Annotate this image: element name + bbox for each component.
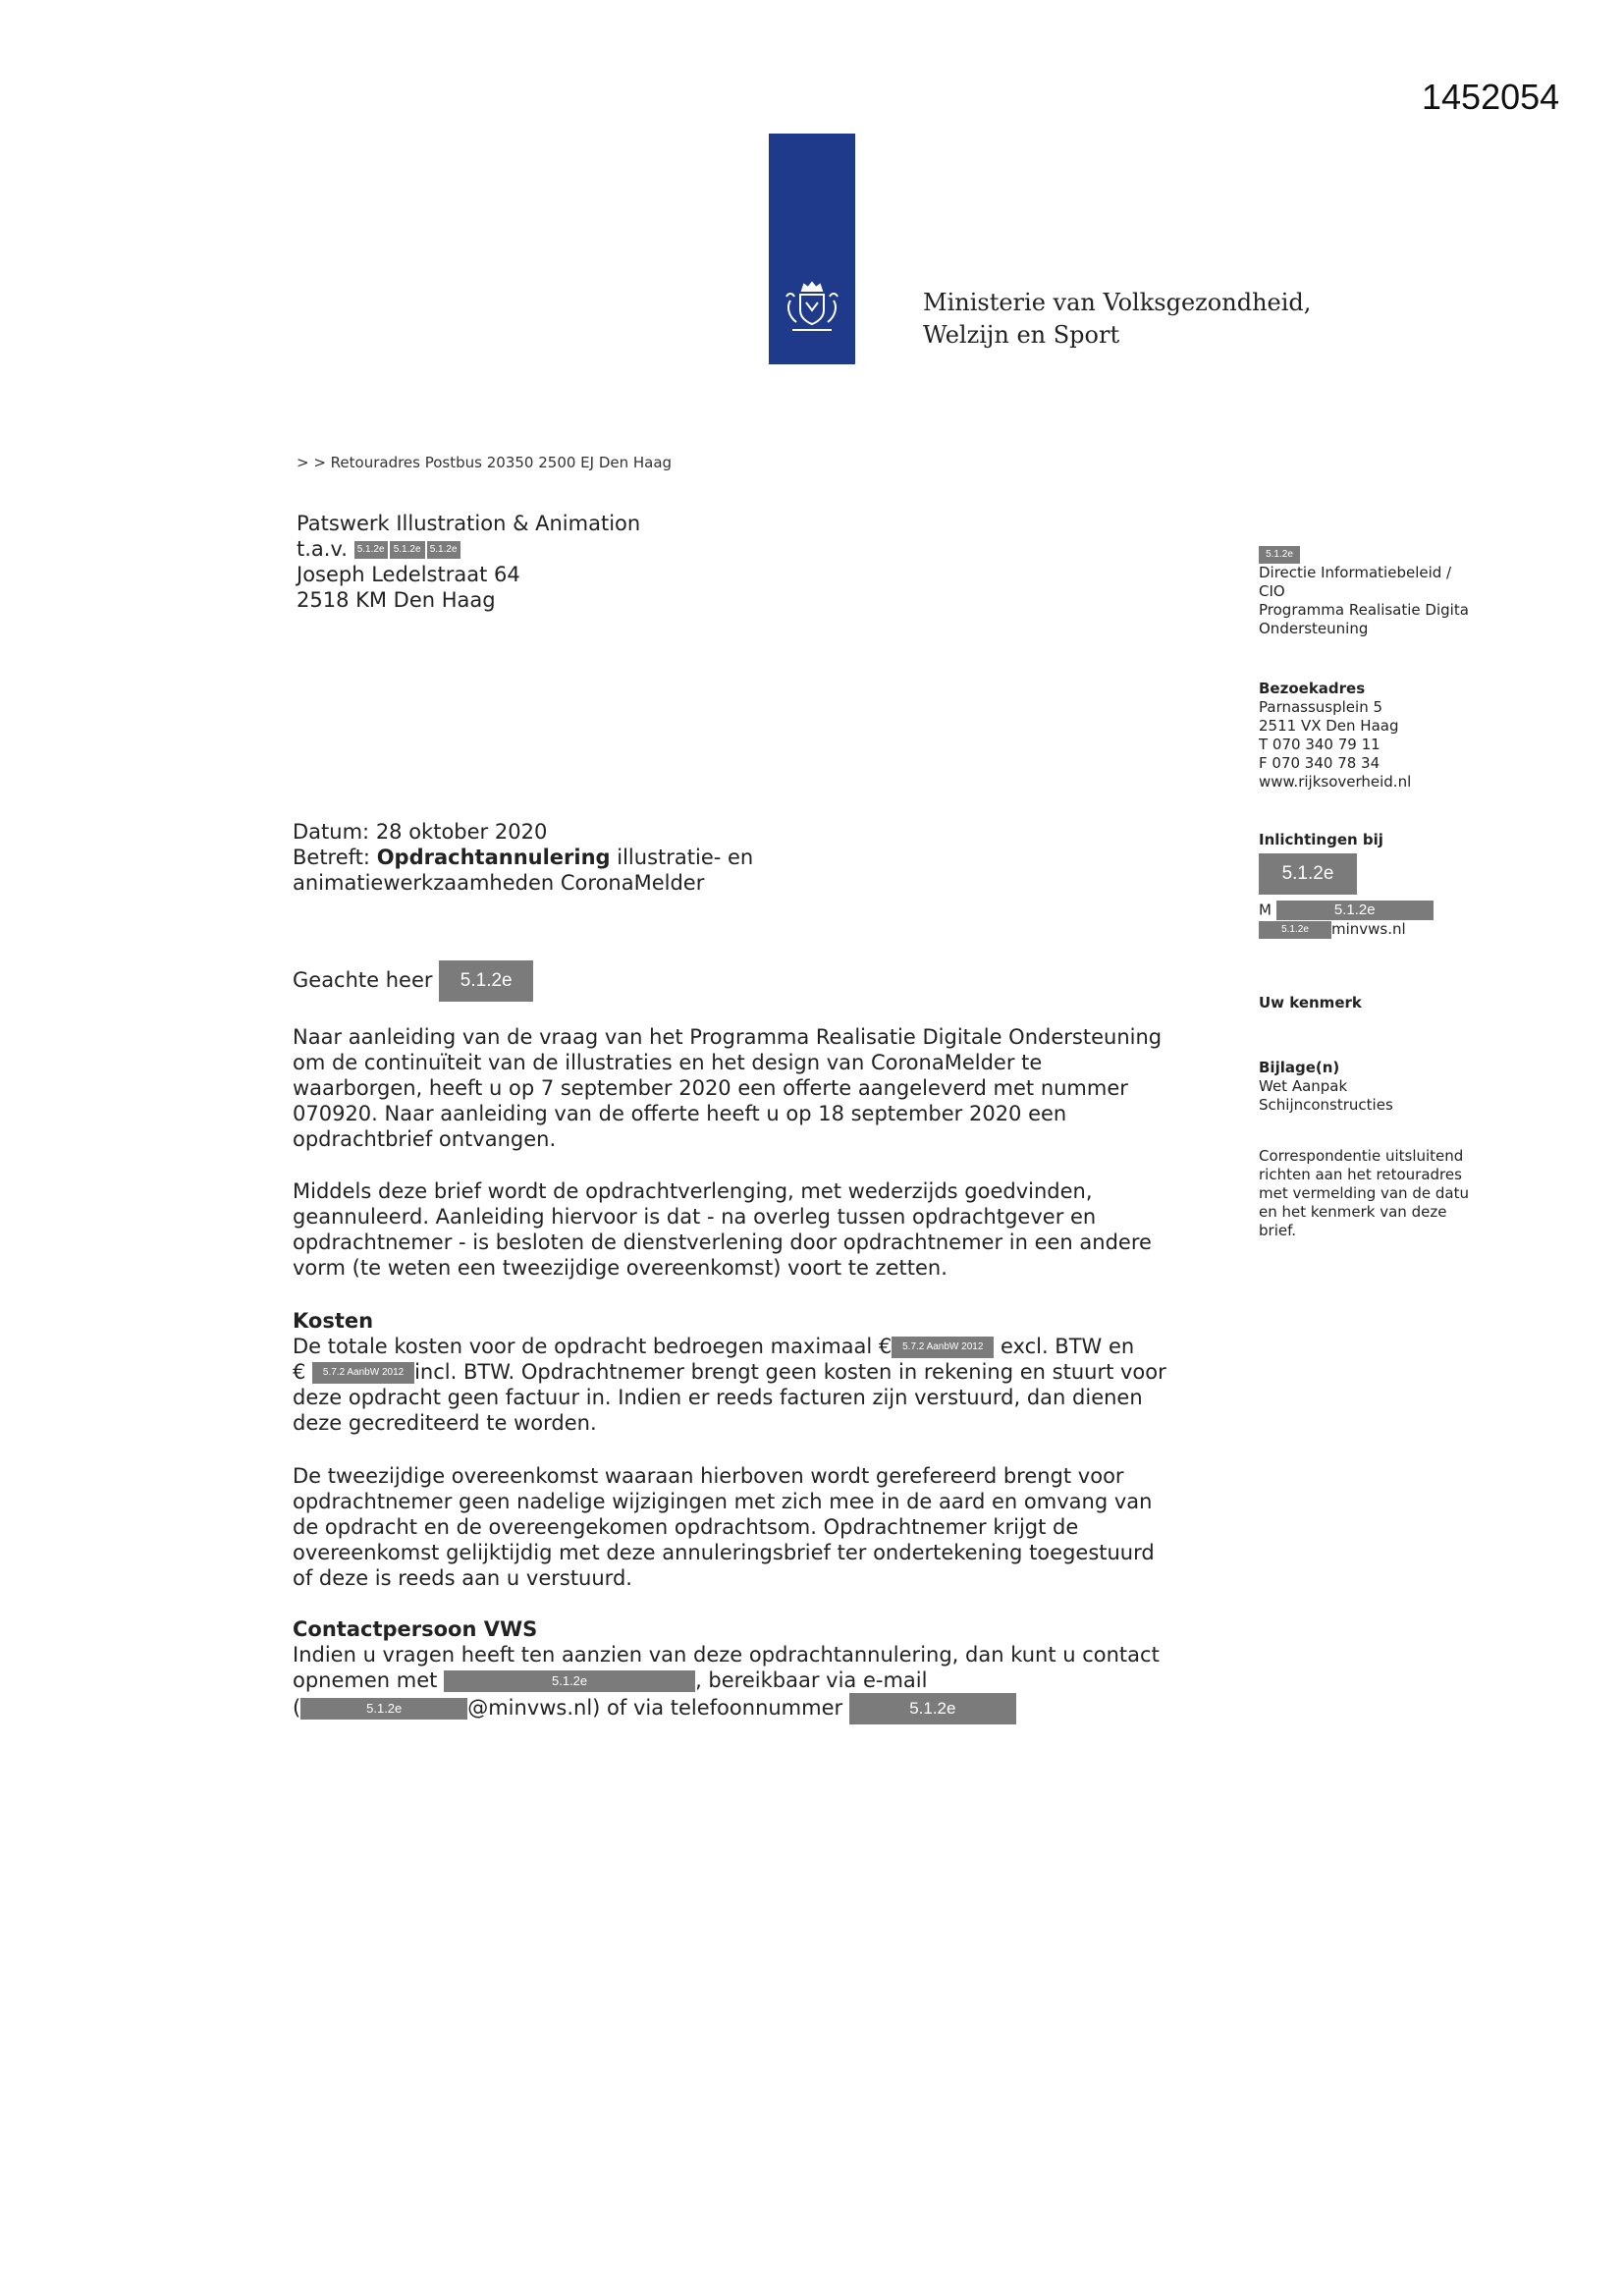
sidebar-correspondence-note — [1259, 1147, 1469, 1240]
date-value: 28 oktober 2020 — [375, 820, 548, 844]
mobile-label: M — [1259, 901, 1272, 919]
contact-line: Indien u vragen heeft ten aanzien van deze opdrachtannulering, dan kunt u contact — [293, 1643, 1160, 1667]
ministry-line-2: Welzijn en Sport — [923, 321, 1120, 349]
salutation — [293, 960, 533, 1002]
costs-section — [293, 1308, 1166, 1436]
visit-address-line: T 070 340 79 11 — [1259, 736, 1380, 753]
contact-heading: Contactpersoon VWS — [293, 1617, 538, 1641]
recipient-attention — [297, 536, 640, 562]
note-line: richten aan het retouradres — [1259, 1166, 1462, 1183]
paragraph-2 — [293, 1178, 1152, 1281]
sidebar-reference — [1259, 994, 1362, 1012]
paragraph-line: overeenkomst gelijktijdig met deze annuleringsbrief ter ondertekening toegestuurd — [293, 1541, 1155, 1564]
redaction-block: 5.1.2e — [1259, 921, 1331, 939]
attachment-line: Schijnconstructies — [1259, 1096, 1393, 1114]
redaction-block: 5.1.2e — [427, 541, 460, 559]
paragraph-line: of deze is reeds aan u verstuurd. — [293, 1566, 632, 1590]
attachment-line: Wet Aanpak — [1259, 1077, 1348, 1095]
ministry-name — [923, 287, 1311, 352]
date-line — [293, 819, 753, 845]
paragraph-line: geannuleerd. Aanleiding hiervoor is dat - na overleg tussen opdrachtgever en — [293, 1205, 1097, 1229]
costs-line: deze opdracht geen factuur in. Indien er reeds facturen zijn verstuurd, dan dienen — [293, 1386, 1143, 1409]
contact-text: ( — [293, 1696, 301, 1720]
redaction-block: 5.1.2e — [1276, 901, 1434, 920]
note-line: en het kenmerk van deze — [1259, 1203, 1447, 1221]
paragraph-4 — [293, 1463, 1155, 1591]
costs-text: excl. BTW en — [1000, 1335, 1135, 1358]
redaction-block: 5.1.2e — [444, 1670, 695, 1692]
letter-meta — [293, 819, 753, 896]
sidebar-inquiries — [1259, 831, 1434, 939]
redaction-block: 5.7.2 AanbW 2012 — [892, 1337, 994, 1358]
subject-label: Betreft: — [293, 846, 370, 869]
dept-line: Programma Realisatie Digita — [1259, 601, 1469, 619]
visit-address-heading: Bezoekadres — [1259, 680, 1366, 697]
paragraph-line: opdrachtbrief ontvangen. — [293, 1127, 557, 1151]
contact-text: @minvws.nl) of via telefoonnummer — [467, 1696, 843, 1720]
tav-label: t.a.v. — [297, 537, 348, 561]
visit-address-line: www.rijksoverheid.nl — [1259, 773, 1412, 791]
sidebar-visit-address — [1259, 680, 1411, 792]
contact-line — [293, 1693, 1160, 1724]
return-address: > > Retouradres Postbus 20350 2500 EJ Den Haag — [297, 454, 673, 471]
contact-section — [293, 1616, 1160, 1724]
paragraph-line: 070920. Naar aanleiding van de offerte heeft u op 18 september 2020 een — [293, 1102, 1067, 1125]
inquiries-heading: Inlichtingen bij — [1259, 831, 1383, 848]
costs-text: incl. BTW. Opdrachtnemer brengt geen kosten in rekening en stuurt voor — [414, 1360, 1166, 1384]
subject-line-2: animatiewerkzaamheden CoronaMelder — [293, 871, 705, 895]
redaction-block: 5.1.2e — [1259, 546, 1300, 564]
paragraph-line: opdrachtnemer geen nadelige wijzigingen met zich mee in de aard en omvang van — [293, 1490, 1153, 1513]
date-label: Datum: — [293, 820, 370, 844]
contact-line — [293, 1667, 1160, 1693]
visit-address-line: F 070 340 78 34 — [1259, 754, 1380, 772]
subject-bold: Opdrachtannulering — [376, 846, 611, 869]
paragraph-line: opdrachtnemer - is besloten de dienstverlening door opdrachtnemer in een andere — [293, 1230, 1152, 1254]
attachments-heading: Bijlage(n) — [1259, 1059, 1340, 1076]
email-line — [1259, 920, 1434, 939]
paragraph-line: Naar aanleiding van de vraag van het Programma Realisatie Digitale Ondersteuning — [293, 1025, 1163, 1049]
redaction-block: 5.1.2e — [849, 1693, 1016, 1724]
recipient-address — [297, 511, 640, 613]
redaction-block: 5.1.2e — [300, 1698, 467, 1720]
dept-line: CIO — [1259, 582, 1285, 600]
salutation-text: Geachte heer — [293, 968, 433, 992]
sidebar-attachments — [1259, 1059, 1393, 1115]
redaction-block: 5.7.2 AanbW 2012 — [312, 1362, 414, 1384]
costs-line — [293, 1334, 1166, 1359]
costs-text: De totale kosten voor de opdracht bedroegen maximaal € — [293, 1335, 893, 1358]
note-line: Correspondentie uitsluitend — [1259, 1147, 1464, 1165]
costs-line — [293, 1359, 1166, 1385]
reference-heading: Uw kenmerk — [1259, 994, 1362, 1011]
sidebar-department — [1259, 545, 1469, 638]
recipient-street: Joseph Ledelstraat 64 — [297, 563, 520, 586]
recipient-city: 2518 KM Den Haag — [297, 588, 496, 612]
recipient-name: Patswerk Illustration & Animation — [297, 512, 641, 535]
costs-text: € — [293, 1360, 306, 1384]
paragraph-line: Middels deze brief wordt de opdrachtverlenging, met wederzijds goedvinden, — [293, 1179, 1093, 1203]
dept-line: Directie Informatiebeleid / — [1259, 564, 1452, 581]
paragraph-line: de opdracht en de overeengekomen opdrachtsom. Opdrachtnemer krijgt de — [293, 1515, 1079, 1539]
visit-address-line: 2511 VX Den Haag — [1259, 717, 1399, 735]
contact-text: , bereikbaar via e-mail — [695, 1668, 928, 1692]
redaction-block: 5.1.2e — [390, 541, 425, 559]
paragraph-line: waarborgen, heeft u op 7 september 2020 een offerte aangeleverd met nummer — [293, 1076, 1128, 1100]
visit-address-line: Parnassusplein 5 — [1259, 698, 1383, 716]
costs-heading: Kosten — [293, 1309, 374, 1333]
subject-rest: illustratie- en — [617, 846, 754, 869]
paragraph-1 — [293, 1024, 1162, 1152]
coat-of-arms-icon — [777, 271, 847, 342]
mobile-line — [1259, 901, 1434, 920]
redaction-block: 5.1.2e — [439, 960, 533, 1002]
subject-line — [293, 845, 753, 870]
note-line: met vermelding van de datu — [1259, 1184, 1469, 1202]
ministry-line-1: Ministerie van Volksgezondheid, — [923, 289, 1312, 316]
redaction-block: 5.1.2e — [1259, 853, 1357, 895]
contact-text: opnemen met — [293, 1668, 438, 1692]
dept-line: Ondersteuning — [1259, 620, 1369, 637]
document-number: 1452054 — [1422, 77, 1560, 117]
ministry-logo-bar — [769, 134, 855, 364]
paragraph-line: De tweezijdige overeenkomst waaraan hierboven wordt gerefereerd brengt voor — [293, 1464, 1124, 1488]
redaction-block: 5.1.2e — [354, 541, 388, 559]
paragraph-line: vorm (te weten een tweezijdige overeenkomst) voort te zetten. — [293, 1256, 947, 1280]
costs-line: deze gecrediteerd te worden. — [293, 1411, 597, 1435]
paragraph-line: om de continuïteit van de illustraties en het design van CoronaMelder te — [293, 1051, 1043, 1074]
email-suffix: minvws.nl — [1331, 920, 1406, 938]
note-line: brief. — [1259, 1222, 1297, 1239]
